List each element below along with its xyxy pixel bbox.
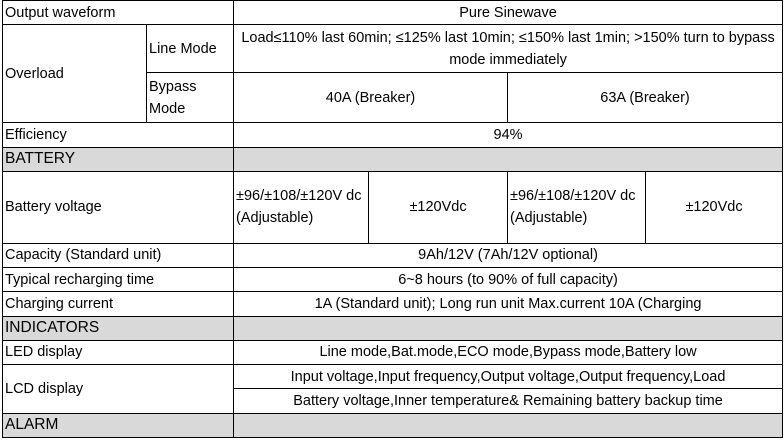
section-alarm-title: ALARM: [3, 413, 234, 437]
value-line-mode: Load≤110% last 60min; ≤125% last 10min; ≤150% last 1min; >150% turn to bypass mode immediately: [234, 25, 783, 73]
label-battery-voltage: Battery voltage: [3, 171, 234, 243]
label-output-waveform: Output waveform: [3, 1, 234, 25]
ups-spec-table: [2, 0, 783, 438]
section-alarm: [3, 413, 783, 437]
row-charging-current: [3, 292, 783, 316]
value-led-display: Line mode,Bat.mode,ECO mode,Bypass mode,Battery low: [234, 340, 783, 364]
value-battery-voltage-4: ±120Vdc: [646, 171, 783, 243]
row-battery-voltage: [3, 171, 783, 243]
row-lcd-display-1: [3, 365, 783, 389]
label-recharging-time: Typical recharging time: [3, 267, 234, 291]
label-line-mode: Line Mode: [147, 25, 234, 73]
label-lcd-display: LCD display: [3, 365, 234, 414]
label-bypass-mode: Bypass Mode: [147, 72, 234, 123]
value-lcd-display-1: Input voltage,Input frequency,Output voltage,Output frequency,Load: [234, 365, 783, 389]
section-alarm-fill: [234, 413, 783, 437]
label-efficiency: Efficiency: [3, 123, 234, 147]
section-battery-title: BATTERY: [3, 147, 234, 171]
label-led-display: LED display: [3, 340, 234, 364]
row-output-waveform: [3, 1, 783, 25]
value-lcd-display-2: Battery voltage,Inner temperature& Remaining battery backup time: [234, 389, 783, 413]
row-recharging-time: [3, 267, 783, 291]
value-capacity: 9Ah/12V (7Ah/12V optional): [234, 243, 783, 267]
label-overload: Overload: [3, 25, 147, 123]
section-battery-fill: [234, 147, 783, 171]
section-indicators-fill: [234, 316, 783, 340]
value-bypass-a: 40A (Breaker): [234, 72, 508, 123]
value-output-waveform: Pure Sinewave: [234, 1, 783, 25]
row-capacity: [3, 243, 783, 267]
value-efficiency: 94%: [234, 123, 783, 147]
value-recharging-time: 6~8 hours (to 90% of full capacity): [234, 267, 783, 291]
label-capacity: Capacity (Standard unit): [3, 243, 234, 267]
value-charging-current: 1A (Standard unit); Long run unit Max.current 10A (Charging: [234, 292, 783, 316]
section-indicators: [3, 316, 783, 340]
row-efficiency: [3, 123, 783, 147]
value-battery-voltage-3: ±96/±108/±120V dc (Adjustable): [508, 171, 646, 243]
value-battery-voltage-2: ±120Vdc: [369, 171, 508, 243]
label-charging-current: Charging current: [3, 292, 234, 316]
value-battery-voltage-1: ±96/±108/±120V dc (Adjustable): [234, 171, 369, 243]
section-indicators-title: INDICATORS: [3, 316, 234, 340]
row-overload-line-mode: [3, 25, 783, 73]
section-battery: [3, 147, 783, 171]
value-bypass-b: 63A (Breaker): [508, 72, 783, 123]
row-led-display: [3, 340, 783, 364]
